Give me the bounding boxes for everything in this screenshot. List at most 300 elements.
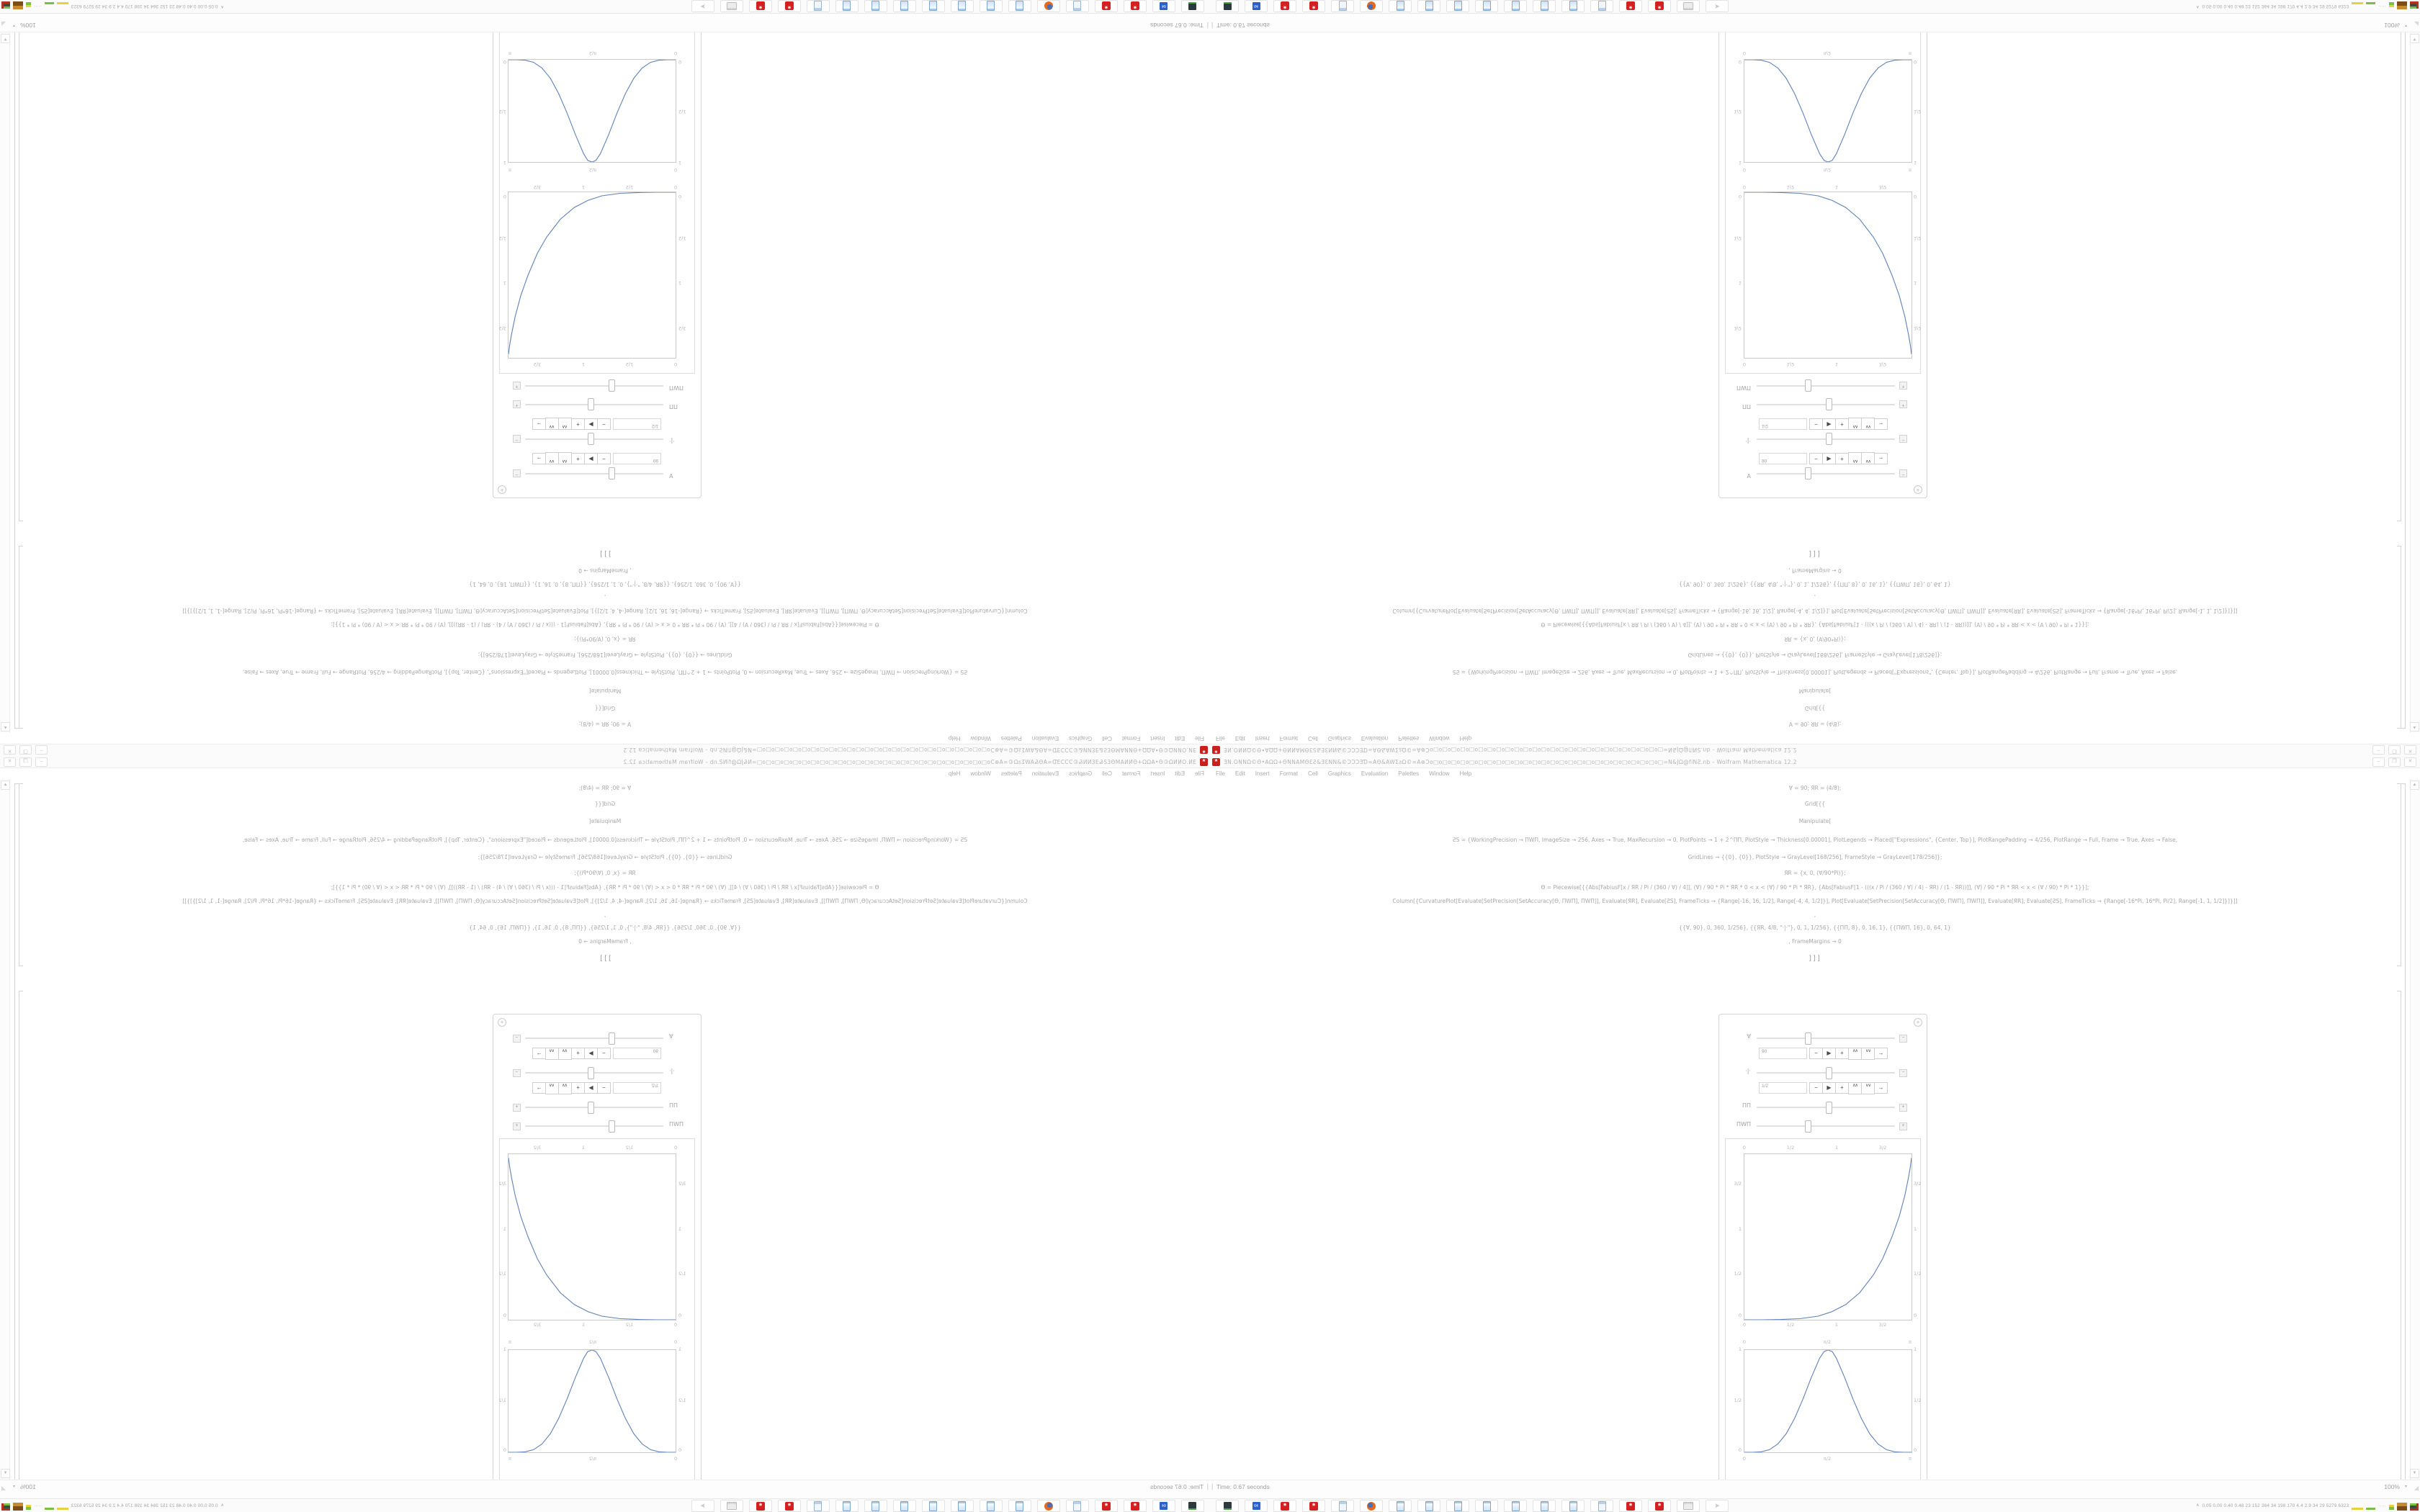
slider-thumb[interactable] xyxy=(1805,379,1811,392)
taskbar-firefox-icon[interactable] xyxy=(1037,0,1060,12)
play-button[interactable]: ▶ xyxy=(1822,418,1836,430)
menu-graphics[interactable]: Graphics xyxy=(1327,770,1351,777)
menu-format[interactable]: Format xyxy=(1279,770,1299,777)
step-down-button[interactable]: − xyxy=(597,453,611,464)
menu-cell[interactable]: Cell xyxy=(1308,770,1318,777)
menu-graphics[interactable]: Graphics xyxy=(1069,735,1093,742)
menu-insert[interactable]: Insert xyxy=(1255,735,1270,742)
menu-evaluation[interactable]: Evaluation xyxy=(1031,770,1059,777)
manipulate-plus-icon[interactable]: + xyxy=(1914,485,1922,494)
value-field[interactable]: 90 xyxy=(613,1048,661,1059)
menu-insert[interactable]: Insert xyxy=(1150,770,1165,777)
taskbar-document-icon[interactable] xyxy=(1446,1500,1469,1512)
menu-help[interactable]: Help xyxy=(948,735,961,742)
taskbar-terminal-icon[interactable] xyxy=(1216,1500,1239,1512)
slider-thumb[interactable] xyxy=(609,379,615,392)
menu-file[interactable]: File xyxy=(1216,770,1225,777)
close-button[interactable]: ✕ xyxy=(2404,746,2416,755)
direction-button[interactable]: → xyxy=(532,453,546,464)
taskbar-floppy-64-icon[interactable] xyxy=(1245,0,1268,12)
slider-track[interactable] xyxy=(525,385,663,387)
play-button[interactable]: ▶ xyxy=(1822,1082,1836,1094)
code-line[interactable]: {{Ɐ, 90}, 0, 360, 1/256}, {{ЯR, 4/8, "·|·"}, 0, 1, 1/256}, {{ΠΠ, 8}, 0, 16, 1}, {{ΠWΠ, 16}, 0, 64, 1} xyxy=(1679,924,1951,931)
slider-track[interactable] xyxy=(1757,404,1895,405)
code-line[interactable]: Manipulate[ xyxy=(588,688,622,694)
taskbar-document-icon[interactable] xyxy=(893,0,916,12)
slider-track[interactable] xyxy=(525,1072,663,1074)
faster-button[interactable]: ∧∧ xyxy=(558,1048,572,1060)
code-line[interactable]: Column[{CurvaturePlot[Evaluate[SetPrecision[SetAccuracy[Ɵ, ΠWΠ], ΠWΠ]], Evaluate[ЯR], Evaluate[ƧS], FrameTicks → {Range[-16, 16, 1/2], Range[-4, 4, 1/2]}], Plot[Evaluate[SetPrecision[SetAccuracy[Ɵ, ΠWΠ], ΠWΠ]], Evaluate[ЯR], Evaluate[ƧS], FrameTicks → {Range[-16*Pi, 16*Pi, Pi/2], Range[-1, 1, 1/2]}]}]] xyxy=(182,898,1028,904)
code-line[interactable]: Ɵ = Piecewise[{{Abs[FabiusF[x / ЯR / Pi / (360 / Ɐ) / 4]], (Ɐ) / 90 * Pi * ЯR * 0 < x < (Ɐ) / 90 * Pi * ЯR}, {Abs[FabiusF[1 - (((x / Pi / (360 / Ɐ) / 4) - ЯR) / (1 - ЯR))]], (Ɐ) / 90 * Pi * ЯR < x < (Ɐ / 90) * Pi * 1}}]; xyxy=(331,621,879,628)
taskbar-calculator-icon[interactable] xyxy=(807,1500,830,1512)
taskbar-printer-icon[interactable] xyxy=(1677,0,1700,12)
step-up-button[interactable]: + xyxy=(1835,1082,1849,1094)
step-up-button[interactable]: + xyxy=(571,1048,585,1059)
slider-track[interactable] xyxy=(1757,1125,1895,1127)
magnification-control[interactable]: 100% xyxy=(2384,1483,2400,1490)
menu-window[interactable]: Window xyxy=(970,735,991,742)
taskbar-document-icon[interactable] xyxy=(835,0,859,12)
vertical-scrollbar[interactable] xyxy=(2410,32,2420,733)
cell-group-bracket[interactable] xyxy=(2401,32,2406,729)
taskbar-cursor-icon[interactable] xyxy=(1706,1500,1729,1512)
restore-button[interactable]: ❐ xyxy=(2388,757,2401,767)
direction-button[interactable]: → xyxy=(1874,418,1888,430)
title-bar[interactable] xyxy=(0,756,1210,768)
code-line[interactable]: Ɐ = 90; ЯR = (4/8); xyxy=(1788,721,1842,727)
menu-insert[interactable]: Insert xyxy=(1255,770,1270,777)
slider-track[interactable] xyxy=(525,404,663,405)
taskbar-calculator-icon[interactable] xyxy=(1590,0,1613,12)
direction-button[interactable]: → xyxy=(532,418,546,430)
taskbar-document-icon[interactable] xyxy=(1008,0,1031,12)
taskbar-document-icon[interactable] xyxy=(864,1500,887,1512)
slower-button[interactable]: ∨∨ xyxy=(1861,452,1875,464)
scroll-down-button[interactable]: ▼ xyxy=(1,34,10,43)
expand-toggle[interactable]: + xyxy=(513,1122,521,1130)
minimize-button[interactable]: – xyxy=(35,746,48,755)
slower-button[interactable]: ∨∨ xyxy=(545,1082,559,1094)
taskbar-cursor-icon[interactable] xyxy=(691,1500,714,1512)
input-cell-bracket[interactable] xyxy=(19,783,23,966)
code-line[interactable]: , xyxy=(1814,912,1816,918)
slider-thumb[interactable] xyxy=(1805,1120,1811,1133)
step-down-button[interactable]: − xyxy=(1809,1082,1823,1094)
code-line[interactable]: {{Ɐ, 90}, 0, 360, 1/256}, {{ЯR, 4/8, "·|·"}, 0, 1, 1/256}, {{ΠΠ, 8}, 0, 16, 1}, {{ΠWΠ, 16}, 0, 64, 1} xyxy=(1679,581,1951,588)
taskbar-gear-red-icon[interactable] xyxy=(1124,0,1147,12)
taskbar-floppy-64-icon[interactable] xyxy=(1152,0,1175,12)
menu-file[interactable]: File xyxy=(1195,770,1204,777)
menu-palettes[interactable]: Palettes xyxy=(1000,735,1022,742)
taskbar-document-icon[interactable] xyxy=(1561,0,1585,12)
code-line[interactable]: GridLines → {{0}, {0}}, PlotStyle → GrayLevel[168/256], FrameStyle → GrayLevel[178/256]}; xyxy=(1688,652,1942,658)
taskbar-document-icon[interactable] xyxy=(1446,0,1469,12)
direction-button[interactable]: → xyxy=(1874,453,1888,464)
restore-button[interactable]: ❐ xyxy=(19,746,32,755)
resize-grip-icon[interactable]: ◢ xyxy=(1,21,6,27)
menu-window[interactable]: Window xyxy=(1429,770,1450,777)
expand-toggle[interactable]: + xyxy=(1899,1104,1907,1112)
taskbar-document-icon[interactable] xyxy=(1561,1500,1585,1512)
slider-thumb[interactable] xyxy=(1826,1067,1832,1079)
step-up-button[interactable]: + xyxy=(1835,1048,1849,1059)
faster-button[interactable]: ∧∧ xyxy=(558,418,572,430)
taskbar-gear-red-icon[interactable] xyxy=(1124,1500,1147,1512)
expand-toggle[interactable]: + xyxy=(1899,382,1907,390)
slower-button[interactable]: ∨∨ xyxy=(1861,1048,1875,1060)
menu-cell[interactable]: Cell xyxy=(1102,770,1112,777)
slider-thumb[interactable] xyxy=(1805,467,1811,480)
collapse-toggle[interactable]: − xyxy=(513,435,521,443)
scroll-up-button[interactable]: ▲ xyxy=(1,780,10,790)
input-cell-bracket[interactable] xyxy=(2397,783,2401,966)
taskbar-cursor-icon[interactable] xyxy=(691,0,714,12)
slider-thumb[interactable] xyxy=(588,1067,594,1079)
value-field[interactable]: 1/2 xyxy=(613,418,661,430)
taskbar-document-icon[interactable] xyxy=(1504,0,1527,12)
expand-toggle[interactable]: + xyxy=(1899,1122,1907,1130)
code-line[interactable]: ƧS = {WorkingPrecision → ΠWΠ, ImageSize → 256, Axes → True, MaxRecursion → 0, PlotPoints → 1 + 2^ΠΠ, PlotStyle → Thickness[0.00001], PlotLegends → Placed["Expressions", {Center, Top}], PlotRangePadding → 4/256, PlotRange → Full, Frame → True, Axes → False, xyxy=(1452,837,2178,843)
code-line[interactable]: Ɵ = Piecewise[{{Abs[FabiusF[x / ЯR / Pi / (360 / Ɐ) / 4]], (Ɐ) / 90 * Pi * ЯR * 0 < x < (Ɐ) / 90 * Pi * ЯR}, {Abs[FabiusF[1 - (((x / Pi / (360 / Ɐ) / 4) - ЯR) / (1 - ЯR))]], (Ɐ) / 90 * Pi * ЯR < x < (Ɐ / 90) * Pi * 1}}]; xyxy=(331,884,879,891)
scroll-up-button[interactable]: ▲ xyxy=(2410,722,2419,732)
value-field[interactable]: 90 xyxy=(1759,453,1807,464)
code-line[interactable]: Column[{CurvaturePlot[Evaluate[SetPrecision[SetAccuracy[Ɵ, ΠWΠ], ΠWΠ]], Evaluate[ЯR], Evaluate[ƧS], FrameTicks → {Range[-16, 16, 1/2], Range[-4, 4, 1/2]}], Plot[Evaluate[SetPrecision[SetAccuracy[Ɵ, ΠWΠ], ΠWΠ]], Evaluate[ЯR], Evaluate[ƧS], FrameTicks → {Range[-16*Pi, 16*Pi, Pi/2], Range[-1, 1, 1/2]}]}]] xyxy=(182,608,1028,614)
magnification-caret-icon[interactable]: ▾ xyxy=(2404,1485,2407,1489)
taskbar-gear-red-icon[interactable] xyxy=(1302,1500,1325,1512)
taskbar-document-icon[interactable] xyxy=(1008,1500,1031,1512)
taskbar-floppy-64-icon[interactable] xyxy=(1245,1500,1268,1512)
play-button[interactable]: ▶ xyxy=(584,418,598,430)
taskbar-document-icon[interactable] xyxy=(1504,1500,1527,1512)
step-down-button[interactable]: − xyxy=(1809,418,1823,430)
play-button[interactable]: ▶ xyxy=(584,1048,598,1059)
menu-help[interactable]: Help xyxy=(948,770,961,777)
menu-file[interactable]: File xyxy=(1195,735,1204,742)
value-field[interactable]: 90 xyxy=(1759,1048,1807,1059)
taskbar-document-icon[interactable] xyxy=(951,1500,974,1512)
menu-format[interactable]: Format xyxy=(1121,735,1141,742)
tray-chevron-icon[interactable]: ∧ xyxy=(220,4,224,9)
tray-chevron-icon[interactable]: ∧ xyxy=(220,1503,224,1508)
play-button[interactable]: ▶ xyxy=(1822,1048,1836,1059)
play-button[interactable]: ▶ xyxy=(584,1082,598,1094)
direction-button[interactable]: → xyxy=(1874,1082,1888,1094)
code-line[interactable]: ƧS = {WorkingPrecision → ΠWΠ, ImageSize → 256, Axes → True, MaxRecursion → 0, PlotPoints → 1 + 2^ΠΠ, PlotStyle → Thickness[0.00001], PlotLegends → Placed["Expressions", {Center, Top}], PlotRangePadding → 4/256, PlotRange → Full, Frame → True, Axes → False, xyxy=(242,837,968,843)
scroll-down-button[interactable]: ▼ xyxy=(2410,34,2419,43)
code-line[interactable]: GridLines → {{0}, {0}}, PlotStyle → GrayLevel[168/256], FrameStyle → GrayLevel[178/256]}; xyxy=(478,854,732,860)
menu-format[interactable]: Format xyxy=(1121,770,1141,777)
slider-track[interactable] xyxy=(1757,385,1895,387)
resize-grip-icon[interactable]: ◢ xyxy=(1,1485,6,1491)
value-field[interactable]: 1/2 xyxy=(613,1082,661,1094)
taskbar-gear-red-icon[interactable] xyxy=(1095,0,1118,12)
play-button[interactable]: ▶ xyxy=(584,453,598,464)
title-bar[interactable] xyxy=(1210,744,2420,756)
taskbar-terminal-icon[interactable] xyxy=(1216,0,1239,12)
step-down-button[interactable]: − xyxy=(1809,453,1823,464)
slider-track[interactable] xyxy=(1757,1107,1895,1108)
step-up-button[interactable]: + xyxy=(571,1082,585,1094)
magnification-control[interactable]: 100% xyxy=(20,1483,36,1490)
collapse-toggle[interactable]: − xyxy=(513,469,521,477)
manipulate-plus-icon[interactable]: + xyxy=(498,1018,506,1027)
taskbar-document-icon[interactable] xyxy=(1389,0,1412,12)
code-line[interactable]: , FrameMargins → 0 xyxy=(1788,567,1842,574)
taskbar-gear-red-icon[interactable] xyxy=(1273,0,1296,12)
slider-track[interactable] xyxy=(525,1107,663,1108)
taskbar-calculator-icon[interactable] xyxy=(807,0,830,12)
code-line[interactable]: ЯR = {x, 0, (Ɐ/90*Pi)}; xyxy=(574,636,636,642)
slider-track[interactable] xyxy=(1757,438,1895,440)
title-bar[interactable] xyxy=(0,744,1210,756)
scroll-down-button[interactable]: ▼ xyxy=(2410,1469,2419,1478)
tray-chevron-icon[interactable]: ∧ xyxy=(2196,1503,2200,1508)
slower-button[interactable]: ∨∨ xyxy=(545,418,559,430)
menu-cell[interactable]: Cell xyxy=(1308,735,1318,742)
code-line[interactable]: ƧS = {WorkingPrecision → ΠWΠ, ImageSize → 256, Axes → True, MaxRecursion → 0, PlotPoints → 1 + 2^ΠΠ, PlotStyle → Thickness[0.00001], PlotLegends → Placed["Expressions", {Center, Top}], PlotRangePadding → 4/256, PlotRange → Full, Frame → True, Axes → False, xyxy=(242,669,968,675)
taskbar-firefox-icon[interactable] xyxy=(1360,1500,1383,1512)
expand-toggle[interactable]: + xyxy=(1899,400,1907,408)
slider-thumb[interactable] xyxy=(588,398,594,410)
taskbar-calculator-icon[interactable] xyxy=(1590,1500,1613,1512)
code-line[interactable]: ЯR = {x, 0, (Ɐ/90*Pi)}; xyxy=(1784,870,1846,876)
slider-thumb[interactable] xyxy=(588,433,594,445)
taskbar-gear-red-icon[interactable] xyxy=(749,0,772,12)
scroll-up-button[interactable]: ▲ xyxy=(1,722,10,732)
taskbar-printer-icon[interactable] xyxy=(720,0,743,12)
taskbar-document-icon[interactable] xyxy=(1389,1500,1412,1512)
menu-help[interactable]: Help xyxy=(1459,770,1472,777)
taskbar-terminal-icon[interactable] xyxy=(1181,1500,1204,1512)
taskbar-document-icon[interactable] xyxy=(1533,0,1556,12)
play-button[interactable]: ▶ xyxy=(1822,453,1836,464)
menu-evaluation[interactable]: Evaluation xyxy=(1361,770,1389,777)
code-line[interactable]: Grid[{{ xyxy=(594,801,616,807)
menu-file[interactable]: File xyxy=(1216,735,1225,742)
expand-toggle[interactable]: + xyxy=(513,382,521,390)
step-down-button[interactable]: − xyxy=(1809,1048,1823,1059)
faster-button[interactable]: ∧∧ xyxy=(558,452,572,464)
menu-graphics[interactable]: Graphics xyxy=(1327,735,1351,742)
direction-button[interactable]: → xyxy=(532,1048,546,1059)
step-down-button[interactable]: − xyxy=(597,1048,611,1059)
minimize-button[interactable]: – xyxy=(35,757,48,767)
slider-track[interactable] xyxy=(525,1038,663,1039)
taskbar-document-icon[interactable] xyxy=(1417,1500,1440,1512)
code-line[interactable]: Ɵ = Piecewise[{{Abs[FabiusF[x / ЯR / Pi / (360 / Ɐ) / 4]], (Ɐ) / 90 * Pi * ЯR * 0 < x < (Ɐ) / 90 * Pi * ЯR}, {Abs[FabiusF[1 - (((x / Pi / (360 / Ɐ) / 4) - ЯR) / (1 - ЯR))]], (Ɐ) / 90 * Pi * ЯR < x < (Ɐ / 90) * Pi * 1}}]; xyxy=(1541,621,2089,628)
menu-format[interactable]: Format xyxy=(1279,735,1299,742)
slider-track[interactable] xyxy=(1757,1038,1895,1039)
output-cell-bracket[interactable] xyxy=(2397,32,2401,521)
taskbar-document-icon[interactable] xyxy=(980,0,1003,12)
code-line[interactable]: Manipulate[ xyxy=(1798,688,1832,694)
taskbar-document-icon[interactable] xyxy=(951,0,974,12)
taskbar-document-icon[interactable] xyxy=(1417,0,1440,12)
slower-button[interactable]: ∨∨ xyxy=(1861,1082,1875,1094)
output-cell-bracket[interactable] xyxy=(19,991,23,1480)
slower-button[interactable]: ∨∨ xyxy=(545,452,559,464)
tray-chevron-icon[interactable]: ∧ xyxy=(2196,4,2200,9)
code-line[interactable]: Manipulate[ xyxy=(588,818,622,824)
magnification-caret-icon[interactable]: ▾ xyxy=(13,23,16,27)
taskbar-printer-icon[interactable] xyxy=(720,1500,743,1512)
vertical-scrollbar[interactable] xyxy=(0,32,10,733)
slider-thumb[interactable] xyxy=(1805,1032,1811,1045)
code-line[interactable]: , xyxy=(604,594,606,600)
code-line[interactable]: Grid[{{ xyxy=(1804,801,1826,807)
slower-button[interactable]: ∨∨ xyxy=(545,1048,559,1060)
taskbar-gear-red-icon[interactable] xyxy=(1648,1500,1671,1512)
taskbar-gear-red-icon[interactable] xyxy=(1648,0,1671,12)
close-button[interactable]: ✕ xyxy=(2404,757,2416,767)
cell-group-bracket[interactable] xyxy=(2401,783,2406,1480)
slider-thumb[interactable] xyxy=(609,1032,615,1045)
expand-toggle[interactable]: + xyxy=(513,400,521,408)
menu-window[interactable]: Window xyxy=(1429,735,1450,742)
magnification-caret-icon[interactable]: ▾ xyxy=(2404,23,2407,27)
magnification-control[interactable]: 100% xyxy=(2384,22,2400,29)
code-line[interactable]: Grid[{{ xyxy=(594,705,616,711)
taskbar-calculator-icon[interactable] xyxy=(1331,1500,1354,1512)
scroll-down-button[interactable]: ▼ xyxy=(1,1469,10,1478)
taskbar-document-icon[interactable] xyxy=(922,0,945,12)
code-line[interactable]: ЯR = {x, 0, (Ɐ/90*Pi)}; xyxy=(574,870,636,876)
code-line[interactable]: , FrameMargins → 0 xyxy=(578,938,632,945)
menu-palettes[interactable]: Palettes xyxy=(1398,735,1420,742)
code-line[interactable]: , FrameMargins → 0 xyxy=(1788,938,1842,945)
code-line[interactable]: , xyxy=(604,912,606,918)
taskbar-gear-red-icon[interactable] xyxy=(1302,0,1325,12)
slider-track[interactable] xyxy=(1757,1072,1895,1074)
taskbar-cursor-icon[interactable] xyxy=(1706,0,1729,12)
taskbar-document-icon[interactable] xyxy=(835,1500,859,1512)
faster-button[interactable]: ∧∧ xyxy=(1848,418,1862,430)
slider-thumb[interactable] xyxy=(588,1102,594,1114)
faster-button[interactable]: ∧∧ xyxy=(1848,452,1862,464)
code-line[interactable]: , FrameMargins → 0 xyxy=(578,567,632,574)
slower-button[interactable]: ∨∨ xyxy=(1861,418,1875,430)
taskbar-document-icon[interactable] xyxy=(1475,0,1498,12)
collapse-toggle[interactable]: − xyxy=(513,1035,521,1043)
minimize-button[interactable]: – xyxy=(2372,757,2385,767)
step-up-button[interactable]: + xyxy=(1835,453,1849,464)
resize-grip-icon[interactable]: ◢ xyxy=(2414,21,2419,27)
menu-evaluation[interactable]: Evaluation xyxy=(1361,735,1389,742)
taskbar-gear-red-icon[interactable] xyxy=(1095,1500,1118,1512)
code-line[interactable]: ƧS = {WorkingPrecision → ΠWΠ, ImageSize → 256, Axes → True, MaxRecursion → 0, PlotPoints → 1 + 2^ΠΠ, PlotStyle → Thickness[0.00001], PlotLegends → Placed["Expressions", {Center, Top}], PlotRangePadding → 4/256, PlotRange → Full, Frame → True, Axes → False, xyxy=(1452,669,2178,675)
value-field[interactable]: 1/2 xyxy=(1759,1082,1807,1094)
menu-insert[interactable]: Insert xyxy=(1150,735,1165,742)
resize-grip-icon[interactable]: ◢ xyxy=(2414,1485,2419,1491)
close-button[interactable]: ✕ xyxy=(4,757,16,767)
taskbar-firefox-icon[interactable] xyxy=(1360,0,1383,12)
code-line[interactable]: ЯR = {x, 0, (Ɐ/90*Pi)}; xyxy=(1784,636,1846,642)
taskbar-document-icon[interactable] xyxy=(922,1500,945,1512)
menu-graphics[interactable]: Graphics xyxy=(1069,770,1093,777)
restore-button[interactable]: ❐ xyxy=(19,757,32,767)
value-field[interactable]: 90 xyxy=(613,453,661,464)
vertical-scrollbar[interactable] xyxy=(0,779,10,1480)
code-line[interactable]: GridLines → {{0}, {0}}, PlotStyle → GrayLevel[168/256], FrameStyle → GrayLevel[178/256]}; xyxy=(478,652,732,658)
menu-edit[interactable]: Edit xyxy=(1175,770,1186,777)
vertical-scrollbar[interactable] xyxy=(2410,779,2420,1480)
faster-button[interactable]: ∧∧ xyxy=(558,1082,572,1094)
taskbar-document-icon[interactable] xyxy=(1475,1500,1498,1512)
direction-button[interactable]: → xyxy=(1874,1048,1888,1059)
taskbar-calculator-icon[interactable] xyxy=(1331,0,1354,12)
collapse-toggle[interactable]: − xyxy=(1899,469,1907,477)
faster-button[interactable]: ∧∧ xyxy=(1848,1048,1862,1060)
step-up-button[interactable]: + xyxy=(571,418,585,430)
slider-thumb[interactable] xyxy=(609,467,615,480)
taskbar-document-icon[interactable] xyxy=(893,1500,916,1512)
direction-button[interactable]: → xyxy=(532,1082,546,1094)
code-line[interactable]: Manipulate[ xyxy=(1798,818,1832,824)
collapse-toggle[interactable]: − xyxy=(1899,1069,1907,1077)
slider-thumb[interactable] xyxy=(1826,433,1832,445)
code-line[interactable]: Ɐ = 90; ЯR = (4/8); xyxy=(578,721,632,727)
close-button[interactable]: ✕ xyxy=(4,746,16,755)
taskbar-calculator-icon[interactable] xyxy=(1066,1500,1089,1512)
code-line[interactable]: GridLines → {{0}, {0}}, PlotStyle → GrayLevel[168/256], FrameStyle → GrayLevel[178/256]}; xyxy=(1688,854,1942,860)
step-down-button[interactable]: − xyxy=(597,1082,611,1094)
magnification-caret-icon[interactable]: ▾ xyxy=(13,1485,16,1489)
menu-edit[interactable]: Edit xyxy=(1234,735,1245,742)
minimize-button[interactable]: – xyxy=(2372,746,2385,755)
scroll-up-button[interactable]: ▲ xyxy=(2410,780,2419,790)
menu-edit[interactable]: Edit xyxy=(1234,770,1245,777)
slider-thumb[interactable] xyxy=(1826,398,1832,410)
magnification-control[interactable]: 100% xyxy=(20,22,36,29)
code-line[interactable]: {{Ɐ, 90}, 0, 360, 1/256}, {{ЯR, 4/8, "·|·"}, 0, 1, 1/256}, {{ΠΠ, 8}, 0, 16, 1}, {{ΠWΠ, 16}, 0, 64, 1} xyxy=(469,581,741,588)
menu-palettes[interactable]: Palettes xyxy=(1000,770,1022,777)
code-line[interactable]: Ɵ = Piecewise[{{Abs[FabiusF[x / ЯR / Pi / (360 / Ɐ) / 4]], (Ɐ) / 90 * Pi * ЯR * 0 < x < (Ɐ) / 90 * Pi * ЯR}, {Abs[FabiusF[1 - (((x / Pi / (360 / Ɐ) / 4) - ЯR) / (1 - ЯR))]], (Ɐ) / 90 * Pi * ЯR < x < (Ɐ / 90) * Pi * 1}}]; xyxy=(1541,884,2089,891)
input-cell-bracket[interactable] xyxy=(19,546,23,729)
output-cell-bracket[interactable] xyxy=(19,32,23,521)
taskbar-document-icon[interactable] xyxy=(980,1500,1003,1512)
value-field[interactable]: 1/2 xyxy=(1759,418,1807,430)
code-line[interactable]: Ɐ = 90; ЯR = (4/8); xyxy=(1788,785,1842,791)
taskbar-document-icon[interactable] xyxy=(864,0,887,12)
title-bar[interactable] xyxy=(1210,756,2420,768)
menu-edit[interactable]: Edit xyxy=(1175,735,1186,742)
output-cell-bracket[interactable] xyxy=(2397,991,2401,1480)
taskbar-floppy-64-icon[interactable] xyxy=(1152,1500,1175,1512)
taskbar-gear-red-icon[interactable] xyxy=(749,1500,772,1512)
taskbar-calculator-icon[interactable] xyxy=(1066,0,1089,12)
input-cell-bracket[interactable] xyxy=(2397,546,2401,729)
menu-evaluation[interactable]: Evaluation xyxy=(1031,735,1059,742)
slider-track[interactable] xyxy=(525,1125,663,1127)
taskbar-gear-red-icon[interactable] xyxy=(778,0,801,12)
taskbar-terminal-icon[interactable] xyxy=(1181,0,1204,12)
menu-palettes[interactable]: Palettes xyxy=(1398,770,1420,777)
taskbar-firefox-icon[interactable] xyxy=(1037,1500,1060,1512)
slider-thumb[interactable] xyxy=(609,1120,615,1133)
step-down-button[interactable]: − xyxy=(597,418,611,430)
taskbar-gear-red-icon[interactable] xyxy=(778,1500,801,1512)
manipulate-plus-icon[interactable]: + xyxy=(498,485,506,494)
taskbar-printer-icon[interactable] xyxy=(1677,1500,1700,1512)
slider-track[interactable] xyxy=(525,438,663,440)
manipulate-plus-icon[interactable]: + xyxy=(1914,1018,1922,1027)
faster-button[interactable]: ∧∧ xyxy=(1848,1082,1862,1094)
slider-thumb[interactable] xyxy=(1826,1102,1832,1114)
code-line[interactable]: Column[{CurvaturePlot[Evaluate[SetPrecision[SetAccuracy[Ɵ, ΠWΠ], ΠWΠ]], Evaluate[ЯR], Evaluate[ƧS], FrameTicks → {Range[-16, 16, 1/2], Range[-4, 4, 1/2]}], Plot[Evaluate[SetPrecision[SetAccuracy[Ɵ, ΠWΠ], ΠWΠ]], Evaluate[ЯR], Evaluate[ƧS], FrameTicks → {Range[-16*Pi, 16*Pi, Pi/2], Range[-1, 1, 1/2]}]}]] xyxy=(1392,608,2238,614)
collapse-toggle[interactable]: − xyxy=(513,1069,521,1077)
step-up-button[interactable]: + xyxy=(571,453,585,464)
code-line[interactable]: Ɐ = 90; ЯR = (4/8); xyxy=(578,785,632,791)
